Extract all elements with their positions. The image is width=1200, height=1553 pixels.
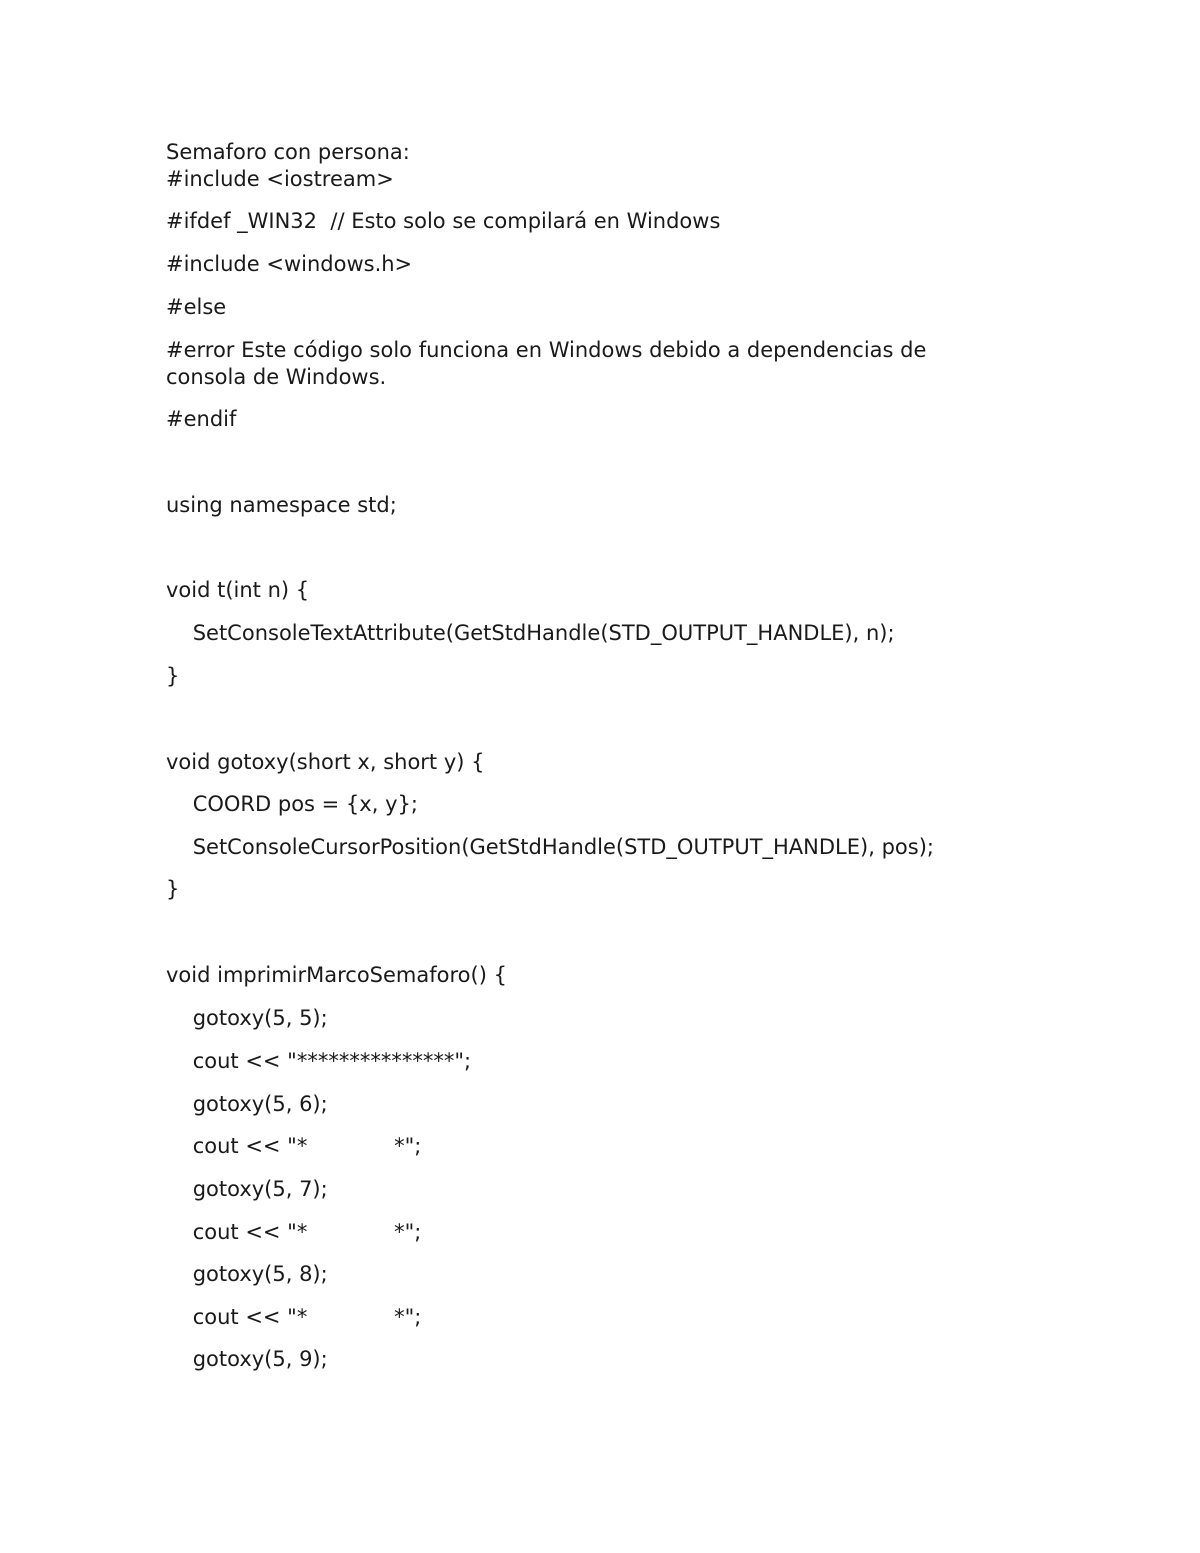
- code-line: gotoxy(5, 6);: [166, 1092, 328, 1116]
- code-line: gotoxy(5, 8);: [166, 1262, 328, 1286]
- code-line: consola de Windows.: [166, 365, 387, 389]
- code-line: #error Este código solo funciona en Windows debido a dependencias de: [166, 338, 927, 362]
- code-line: SetConsoleCursorPosition(GetStdHandle(STD_OUTPUT_HANDLE), pos);: [166, 835, 934, 859]
- code-line: cout << "* *";: [166, 1305, 422, 1329]
- code-line: cout << "* *";: [166, 1134, 422, 1158]
- code-line: void gotoxy(short x, short y) {: [166, 750, 485, 774]
- document-title: Semaforo con persona:: [166, 140, 410, 164]
- code-line: void imprimirMarcoSemaforo() {: [166, 963, 507, 987]
- code-line: #include <windows.h>: [166, 252, 413, 276]
- code-line: #else: [166, 295, 227, 319]
- code-line: #ifdef _WIN32 // Esto solo se compilará en Windows: [166, 209, 721, 233]
- code-line: gotoxy(5, 5);: [166, 1006, 328, 1030]
- code-line: #endif: [166, 407, 237, 431]
- code-line: SetConsoleTextAttribute(GetStdHandle(STD_OUTPUT_HANDLE), n);: [166, 621, 895, 645]
- code-line: gotoxy(5, 9);: [166, 1347, 328, 1371]
- code-line: }: [166, 664, 180, 688]
- code-line: COORD pos = {x, y};: [166, 792, 418, 816]
- code-line: cout << "* *";: [166, 1220, 422, 1244]
- code-line: gotoxy(5, 7);: [166, 1177, 328, 1201]
- code-line: void t(int n) {: [166, 578, 310, 602]
- code-line: cout << "***************";: [166, 1049, 472, 1073]
- code-line: using namespace std;: [166, 493, 397, 517]
- code-line: #include <iostream>: [166, 167, 394, 191]
- code-line: }: [166, 877, 180, 901]
